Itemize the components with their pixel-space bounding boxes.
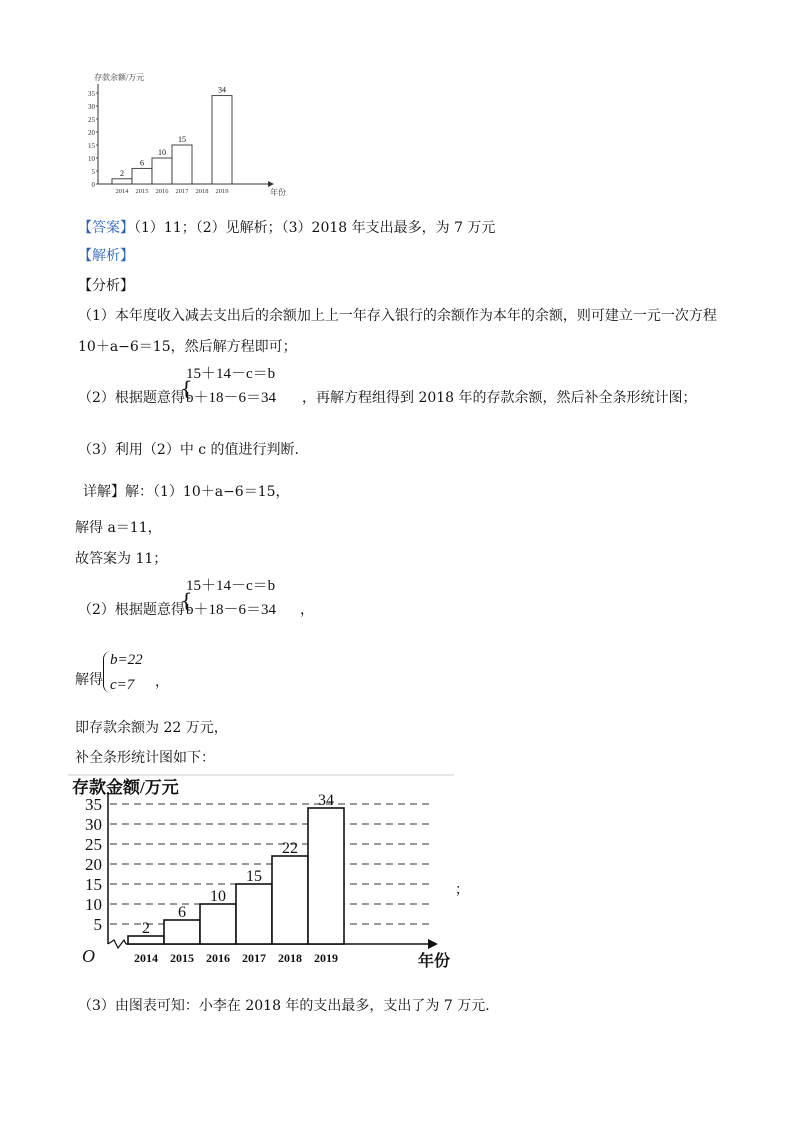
chart-category: 2014	[134, 951, 158, 965]
small-chart-bar-label: 6	[140, 158, 144, 168]
detail-l5-prefix: 解得	[75, 672, 103, 688]
small-chart-bar-label: 2	[120, 168, 124, 178]
small-chart-ytick: 5	[91, 168, 95, 176]
chart-bar-label: 6	[178, 904, 186, 921]
chart-xlabel: 年份	[418, 953, 451, 970]
detail-l7: 补全条形统计图如下：	[75, 750, 215, 766]
fenxi-p3: （3）利用（2）中 c 的值进行判断.	[78, 442, 300, 458]
detail-l5-eq2: c=7	[110, 677, 135, 693]
detail-l5-eq1: b=22	[110, 652, 143, 668]
chart-bar	[128, 936, 164, 944]
small-chart-ytick: 20	[88, 129, 95, 137]
detail-l6: 即存款余额为 22 万元，	[75, 720, 228, 736]
small-chart-category: 2019	[215, 188, 229, 195]
chart-category: 2018	[278, 951, 302, 965]
fenxi-p1-line1: （1）本年度收入减去支出后的余额加上上一年存入银行的余额作为本年的余额，则可建立一元一次方程	[78, 308, 717, 324]
chart-origin: O	[82, 946, 95, 966]
answer-tag: 【答案】	[78, 220, 134, 236]
small-chart-ytick: 10	[88, 155, 95, 163]
small-chart-bar	[112, 179, 132, 184]
chart-bar	[200, 904, 236, 944]
chart-bar	[164, 920, 200, 944]
detail-l8: （3）由图表可知：小李在 2018 年的支出最多，支出了为 7 万元.	[78, 998, 490, 1014]
chart-ytick: 5	[93, 915, 102, 934]
answer-line	[78, 218, 495, 238]
fenxi-p2-eq1: 15＋14－c＝b	[186, 366, 276, 382]
chart-ytick: 10	[85, 895, 102, 914]
chart-bar	[308, 808, 344, 944]
detail-l4-prefix: （2）根据题意得	[78, 602, 185, 618]
small-chart-bar	[132, 168, 152, 184]
detail-l2: 解得 a＝11，	[75, 520, 162, 536]
small-chart-category: 2018	[195, 188, 209, 195]
axis-break-zigzag	[108, 940, 126, 948]
detail-semicolon: ；	[455, 882, 469, 898]
fenxi-p2-prefix: （2）根据题意得	[78, 390, 185, 406]
small-chart-category: 2015	[135, 188, 149, 195]
small-chart-category: 2016	[155, 188, 169, 195]
detail-l1: 详解】解：（1）10＋a−6＝15，	[83, 484, 290, 500]
fenxi-p2-suffix: ，再解方程组得到 2018 年的存款余额，然后补全条形统计图；	[302, 390, 697, 406]
small-chart-bar	[152, 158, 172, 184]
brace-1: {	[180, 376, 193, 400]
chart-bar-label: 15	[246, 868, 262, 885]
detail-l4-suffix: ，	[300, 602, 314, 618]
answer-text: （1）11；（2）见解析；（3）2018 年支出最多，为 7 万元	[134, 220, 496, 236]
detail-l5-suffix: ，	[155, 674, 169, 690]
chart-bar	[236, 884, 272, 944]
small-chart-bar-label: 10	[158, 148, 166, 157]
small-chart-x-arrow	[268, 181, 274, 187]
chart-bar-label: 2	[142, 920, 150, 937]
brace-2: {	[180, 588, 193, 612]
chart-ylabel: 存款金额/万元	[72, 778, 179, 797]
jiexi-tag: 【解析】	[78, 248, 134, 264]
fenxi-p1-line2: 10＋a−6＝15，然后解方程即可；	[78, 339, 297, 355]
chart-ytick: 30	[85, 815, 102, 834]
chart-bar-label: 34	[318, 792, 334, 809]
chart-ytick: 15	[85, 875, 102, 894]
chart-category: 2015	[170, 951, 194, 965]
chart-category: 2019	[314, 951, 338, 965]
small-chart-ytick: 15	[88, 142, 95, 150]
chart-ytick: 20	[85, 855, 102, 874]
detail-l4-eq1: 15＋14－c＝b	[186, 578, 276, 594]
chart-bar-label: 22	[282, 840, 298, 857]
small-chart-ytick: 0	[91, 181, 95, 189]
small-chart-category: 2017	[175, 188, 189, 195]
fenxi-p2-eq2: b＋18－6＝34	[186, 390, 277, 406]
small-chart-bar-label: 34	[218, 85, 226, 95]
large-bar-chart	[68, 772, 458, 972]
small-chart-ytick: 35	[88, 90, 95, 98]
small-chart-bar-label: 15	[178, 135, 186, 144]
chart-category: 2016	[206, 951, 230, 965]
chart-x-arrow	[428, 939, 438, 949]
small-chart-ytick: 30	[88, 103, 95, 111]
fenxi-tag: 【分析】	[78, 278, 134, 294]
chart-category: 2017	[242, 951, 266, 965]
detail-l3: 故答案为 11；	[75, 551, 168, 567]
chart-bar	[272, 856, 308, 944]
small-chart-ylabel: 存款余额/万元	[94, 73, 145, 82]
detail-l4-eq2: b＋18－6＝34	[186, 602, 277, 618]
small-bar-chart	[78, 66, 288, 202]
chart-ytick: 35	[85, 795, 102, 814]
small-chart-xlabel: 年份	[270, 188, 286, 197]
small-chart-bar	[212, 96, 232, 184]
small-chart-ytick: 25	[88, 116, 95, 124]
chart-ytick: 25	[85, 835, 102, 854]
small-chart-category: 2014	[115, 188, 129, 195]
small-chart-bar	[172, 145, 192, 184]
chart-bar-label: 10	[210, 888, 226, 905]
